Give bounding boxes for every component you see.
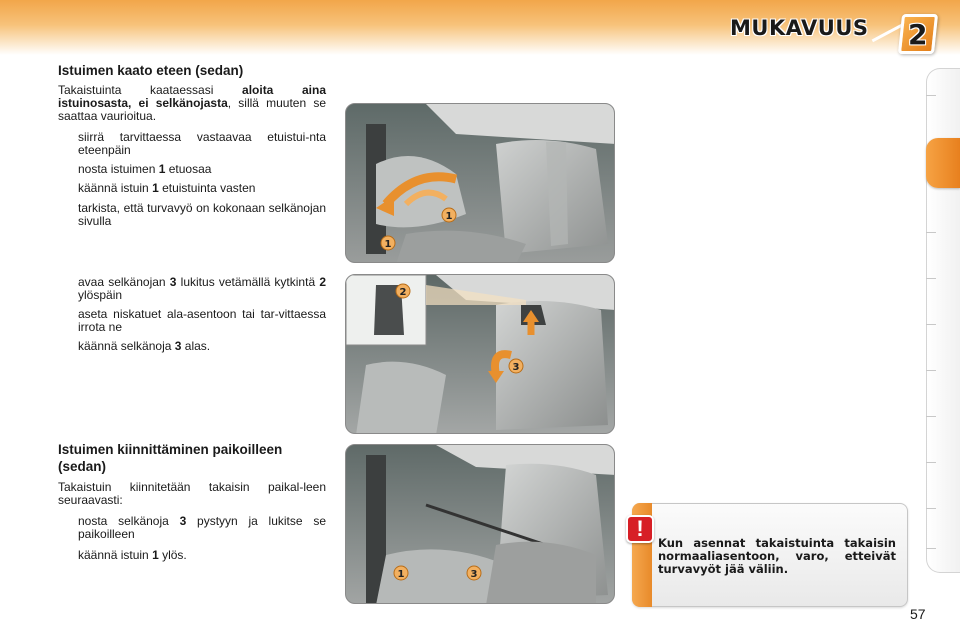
- backrest-release-drawing: [346, 275, 615, 434]
- instruction-item: [58, 163, 326, 176]
- instruction-text: käännä selkänoja: [78, 339, 175, 353]
- instruction-text: siirrä tarvittaessa vastaavaa etuistui-nta eteenpäin: [78, 130, 326, 157]
- part-number: 1: [152, 181, 159, 195]
- section-backrest: [58, 276, 326, 353]
- callout-label: 3: [512, 362, 520, 373]
- instruction-text: käännä istuin: [78, 181, 153, 195]
- illustration-backrest-release: [345, 274, 615, 434]
- instruction-text-end: alas.: [181, 339, 211, 353]
- tab-divider: [926, 370, 936, 371]
- intro-paragraph: Takaistuin kiinnitetään takaisin paikal-leen seuraavasti:: [58, 480, 326, 507]
- section-heading: Istuimen kiinnittäminen paikoilleen (sedan): [58, 442, 283, 474]
- instruction-text: käännä istuin: [78, 548, 153, 562]
- part-number: 1: [158, 162, 166, 176]
- tab-divider: [926, 416, 936, 417]
- seat-refit-drawing: [346, 445, 615, 604]
- tab-divider: [926, 548, 936, 549]
- instruction-text: tarkista, että turvavyö on kokonaan selkänojan sivulla: [78, 201, 326, 228]
- section-heading: Istuimen kaato eteen (sedan): [58, 63, 244, 78]
- intro-paragraph: [58, 84, 326, 123]
- tab-divider: [926, 278, 936, 279]
- tab-divider: [926, 95, 936, 96]
- warning-text: Kun asennat takaistuinta takaisin normaaliasentoon, varo, etteivät turvavyöt jää väliin.: [658, 536, 896, 576]
- part-number: 3: [169, 275, 177, 289]
- seat-fold-drawing: [346, 104, 615, 263]
- callout-label: 3: [470, 569, 478, 580]
- intro-emphasis: aloita aina istuinosasta, ei selkänojasta: [58, 83, 327, 110]
- chapter-number-badge: [898, 14, 938, 54]
- section-fold-forward: [58, 62, 326, 228]
- page-number: 57: [910, 606, 926, 622]
- part-number: 1: [152, 548, 159, 562]
- part-number: 2: [319, 275, 326, 289]
- intro-text-end: , sillä muuten se saattaa vaurioitua.: [58, 96, 326, 123]
- callout-label: 1: [397, 569, 405, 580]
- intro-text: Takaistuinta kaataessasi: [58, 83, 243, 97]
- section-refit: [58, 441, 326, 562]
- part-number: 3: [174, 339, 182, 353]
- instruction-item: [58, 182, 326, 195]
- instruction-item: [58, 340, 326, 353]
- chapter-title: MUKAVUUS: [730, 16, 869, 40]
- illustration-seat-fold: [345, 103, 615, 263]
- instruction-item: [58, 276, 326, 302]
- instruction-text: aseta niskatuet ala-asentoon tai tar-vittaessa irrota ne: [78, 307, 326, 334]
- tab-divider: [926, 232, 936, 233]
- warning-icon: [626, 515, 654, 543]
- instruction-text-mid: lukitus vetämällä kytkintä: [176, 275, 320, 289]
- callout-label: 1: [384, 239, 392, 250]
- instruction-text-end: etuistuinta vasten: [158, 181, 256, 195]
- instruction-item: [58, 131, 326, 157]
- instruction-text-end: pystyyn ja lukitse se paikoilleen: [78, 514, 326, 541]
- tab-divider: [926, 462, 936, 463]
- instruction-item: [58, 308, 326, 334]
- tab-divider: [926, 324, 936, 325]
- instruction-text: nosta istuimen: [78, 162, 159, 176]
- instruction-text: avaa selkänojan: [78, 275, 170, 289]
- callout-label: 2: [399, 287, 407, 298]
- instruction-text-end: ylöspäin: [78, 288, 123, 302]
- chapter-tab-active: [926, 138, 960, 188]
- instruction-item: [58, 202, 326, 228]
- instruction-text: nosta selkänoja: [78, 514, 180, 528]
- instruction-text-end: ylös.: [158, 548, 187, 562]
- tab-divider: [926, 508, 936, 509]
- chapter-number: 2: [908, 17, 928, 51]
- callout-label: 1: [445, 211, 453, 222]
- part-number: 3: [179, 514, 187, 528]
- instruction-item: [58, 515, 326, 541]
- warning-exclamation: !: [636, 516, 644, 541]
- illustration-seat-refit: [345, 444, 615, 604]
- instruction-item: [58, 549, 326, 562]
- instruction-text-end: etuosaa: [165, 162, 212, 176]
